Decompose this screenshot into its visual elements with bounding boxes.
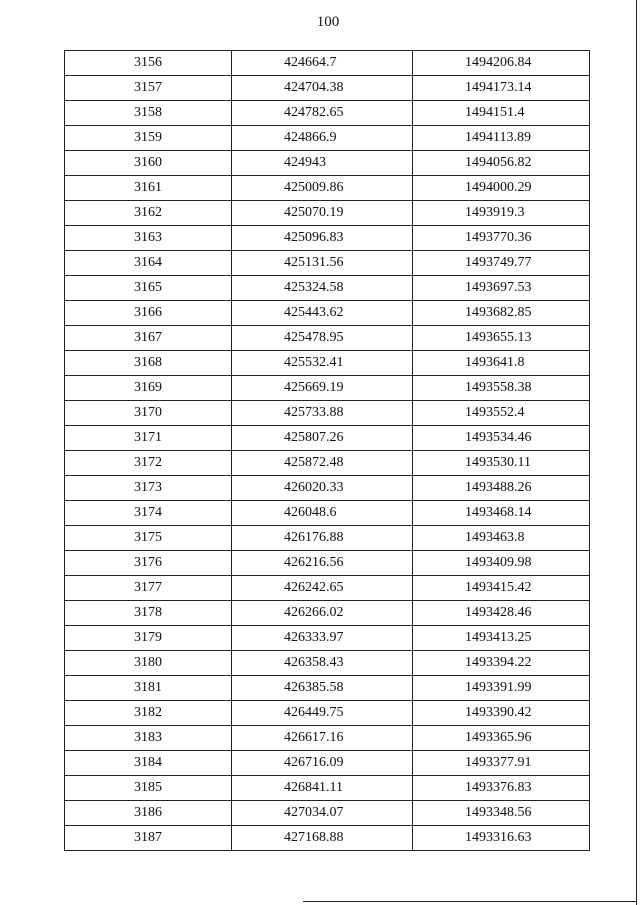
y-coordinate-cell: 1494113.89 (413, 126, 590, 151)
point-number-cell: 3161 (65, 176, 232, 201)
x-coordinate-cell: 426617.16 (232, 726, 413, 751)
page-number: 100 (316, 14, 340, 30)
table-row (65, 426, 590, 451)
y-coordinate-cell: 1493749.77 (413, 251, 590, 276)
y-coordinate-cell: 1493641.8 (413, 351, 590, 376)
x-coordinate-cell: 425669.19 (232, 376, 413, 401)
y-coordinate-cell: 1493552.4 (413, 401, 590, 426)
x-coordinate-cell: 425807.26 (232, 426, 413, 451)
point-number-cell: 3176 (65, 551, 232, 576)
table-row (65, 351, 590, 376)
table-row (65, 526, 590, 551)
y-coordinate-cell: 1493697.53 (413, 276, 590, 301)
table-row (65, 501, 590, 526)
point-number-cell: 3158 (65, 101, 232, 126)
point-number-cell: 3186 (65, 801, 232, 826)
y-coordinate-cell: 1494000.29 (413, 176, 590, 201)
table-row (65, 151, 590, 176)
x-coordinate-cell: 425009.86 (232, 176, 413, 201)
point-number-cell: 3160 (65, 151, 232, 176)
table-row (65, 126, 590, 151)
x-coordinate-cell: 426449.75 (232, 701, 413, 726)
point-number-cell: 3187 (65, 826, 232, 851)
point-number-cell: 3171 (65, 426, 232, 451)
x-coordinate-cell: 426841.11 (232, 776, 413, 801)
point-number-cell: 3182 (65, 701, 232, 726)
x-coordinate-cell: 425478.95 (232, 326, 413, 351)
y-coordinate-cell: 1493415.42 (413, 576, 590, 601)
x-coordinate-cell: 425872.48 (232, 451, 413, 476)
page-frame-right (636, 0, 637, 905)
x-coordinate-cell: 427034.07 (232, 801, 413, 826)
x-coordinate-cell: 426020.33 (232, 476, 413, 501)
table-row (65, 826, 590, 851)
table-row (65, 751, 590, 776)
table-row (65, 376, 590, 401)
y-coordinate-cell: 1494151.4 (413, 101, 590, 126)
y-coordinate-cell: 1493534.46 (413, 426, 590, 451)
point-number-cell: 3185 (65, 776, 232, 801)
x-coordinate-cell: 424782.65 (232, 101, 413, 126)
table-row (65, 51, 590, 76)
x-coordinate-cell: 424866.9 (232, 126, 413, 151)
table-row (65, 801, 590, 826)
x-coordinate-cell: 426242.65 (232, 576, 413, 601)
x-coordinate-cell: 424664.7 (232, 51, 413, 76)
point-number-cell: 3159 (65, 126, 232, 151)
y-coordinate-cell: 1494173.14 (413, 76, 590, 101)
y-coordinate-cell: 1493376.83 (413, 776, 590, 801)
page-frame-bottom (303, 901, 637, 902)
point-number-cell: 3183 (65, 726, 232, 751)
table-row (65, 776, 590, 801)
y-coordinate-cell: 1493682.85 (413, 301, 590, 326)
y-coordinate-cell: 1493316.63 (413, 826, 590, 851)
x-coordinate-cell: 426358.43 (232, 651, 413, 676)
point-number-cell: 3178 (65, 601, 232, 626)
coordinates-table (64, 50, 590, 851)
point-number-cell: 3169 (65, 376, 232, 401)
table-row (65, 301, 590, 326)
point-number-cell: 3174 (65, 501, 232, 526)
table-row (65, 651, 590, 676)
y-coordinate-cell: 1494056.82 (413, 151, 590, 176)
table-row (65, 576, 590, 601)
x-coordinate-cell: 426333.97 (232, 626, 413, 651)
coordinates-table-body (65, 51, 590, 851)
y-coordinate-cell: 1493377.91 (413, 751, 590, 776)
point-number-cell: 3177 (65, 576, 232, 601)
point-number-cell: 3164 (65, 251, 232, 276)
x-coordinate-cell: 427168.88 (232, 826, 413, 851)
x-coordinate-cell: 424943 (232, 151, 413, 176)
y-coordinate-cell: 1493365.96 (413, 726, 590, 751)
y-coordinate-cell: 1493655.13 (413, 326, 590, 351)
table-row (65, 201, 590, 226)
table-row (65, 76, 590, 101)
table-row (65, 626, 590, 651)
point-number-cell: 3157 (65, 76, 232, 101)
point-number-cell: 3170 (65, 401, 232, 426)
point-number-cell: 3175 (65, 526, 232, 551)
y-coordinate-cell: 1493390.42 (413, 701, 590, 726)
x-coordinate-cell: 424704.38 (232, 76, 413, 101)
table-row (65, 476, 590, 501)
y-coordinate-cell: 1493348.56 (413, 801, 590, 826)
table-row (65, 551, 590, 576)
x-coordinate-cell: 425443.62 (232, 301, 413, 326)
table-row (65, 401, 590, 426)
x-coordinate-cell: 425131.56 (232, 251, 413, 276)
point-number-cell: 3172 (65, 451, 232, 476)
table-row (65, 226, 590, 251)
point-number-cell: 3179 (65, 626, 232, 651)
y-coordinate-cell: 1493770.36 (413, 226, 590, 251)
x-coordinate-cell: 426385.58 (232, 676, 413, 701)
point-number-cell: 3165 (65, 276, 232, 301)
y-coordinate-cell: 1493558.38 (413, 376, 590, 401)
table-row (65, 276, 590, 301)
point-number-cell: 3167 (65, 326, 232, 351)
point-number-cell: 3180 (65, 651, 232, 676)
table-row (65, 701, 590, 726)
point-number-cell: 3162 (65, 201, 232, 226)
y-coordinate-cell: 1493488.26 (413, 476, 590, 501)
y-coordinate-cell: 1493409.98 (413, 551, 590, 576)
y-coordinate-cell: 1493919.3 (413, 201, 590, 226)
point-number-cell: 3156 (65, 51, 232, 76)
point-number-cell: 3173 (65, 476, 232, 501)
x-coordinate-cell: 426176.88 (232, 526, 413, 551)
x-coordinate-cell: 426266.02 (232, 601, 413, 626)
point-number-cell: 3168 (65, 351, 232, 376)
point-number-cell: 3166 (65, 301, 232, 326)
y-coordinate-cell: 1494206.84 (413, 51, 590, 76)
x-coordinate-cell: 425324.58 (232, 276, 413, 301)
y-coordinate-cell: 1493463.8 (413, 526, 590, 551)
table-row (65, 451, 590, 476)
table-row (65, 176, 590, 201)
y-coordinate-cell: 1493394.22 (413, 651, 590, 676)
x-coordinate-cell: 425096.83 (232, 226, 413, 251)
point-number-cell: 3163 (65, 226, 232, 251)
y-coordinate-cell: 1493391.99 (413, 676, 590, 701)
table-row (65, 726, 590, 751)
x-coordinate-cell: 426048.6 (232, 501, 413, 526)
x-coordinate-cell: 425733.88 (232, 401, 413, 426)
table-row (65, 101, 590, 126)
table-row (65, 601, 590, 626)
table-row (65, 251, 590, 276)
point-number-cell: 3181 (65, 676, 232, 701)
table-row (65, 326, 590, 351)
x-coordinate-cell: 426216.56 (232, 551, 413, 576)
x-coordinate-cell: 425532.41 (232, 351, 413, 376)
point-number-cell: 3184 (65, 751, 232, 776)
y-coordinate-cell: 1493428.46 (413, 601, 590, 626)
x-coordinate-cell: 426716.09 (232, 751, 413, 776)
y-coordinate-cell: 1493468.14 (413, 501, 590, 526)
y-coordinate-cell: 1493530.11 (413, 451, 590, 476)
y-coordinate-cell: 1493413.25 (413, 626, 590, 651)
table-row (65, 676, 590, 701)
x-coordinate-cell: 425070.19 (232, 201, 413, 226)
